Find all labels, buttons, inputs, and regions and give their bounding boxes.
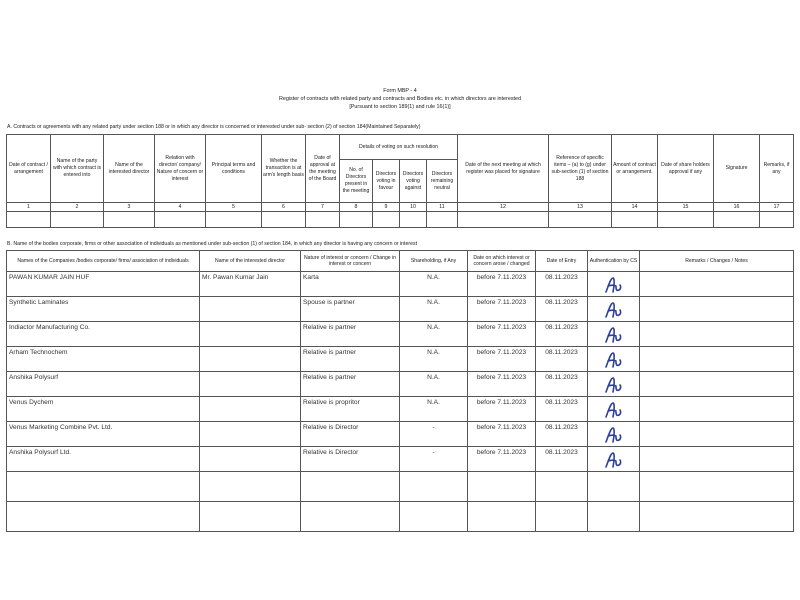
table-row [7,347,794,372]
form-title: Form MBP - 4 [383,88,417,94]
col-number: 17 [760,203,794,212]
cell-company-name: PAWAN KUMAR JAIN HUF [7,272,200,297]
col-board-approval-date: Date of approval at the meeting of the Board [306,135,340,203]
cs-signature-icon [603,364,625,371]
col-section-reference: Reference of specific items – (a) to (g) under sub-section (1) of section 188 [549,135,612,203]
section-b-title: B. Name of the bodies corporate, firms or other association of individuals as mentioned under sub-section (1) of section 184, in which any director is having any concern or interest [7,241,418,247]
cell-remarks [640,322,794,347]
cell-date-arose: before 7.11.2023 [468,297,536,322]
cell-authentication [588,422,640,447]
cell-shareholding: - [400,447,468,472]
cell-authentication [588,372,640,397]
cs-signature-icon [603,464,625,471]
cs-signature-icon [603,339,625,346]
col-remarks: Remarks, if any [760,135,794,203]
cell-date-arose: before 7.11.2023 [468,397,536,422]
col-shareholder-approval: Date of share holders approval if any [658,135,714,203]
cell-interested-director [200,347,301,372]
cell-nature-of-interest: Spouse is partner [301,297,400,322]
cell-shareholding: N.A. [400,372,468,397]
col-date-of-contract: Date of contract / arrangement [7,135,51,203]
cell-remarks [640,472,794,502]
cell-interested-director [200,502,301,532]
col-interested-director: Name of the interested director [104,135,155,203]
cs-signature-icon [603,314,625,321]
col-number: 6 [262,203,306,212]
cell-date-arose: before 7.11.2023 [468,447,536,472]
cell-remarks [640,297,794,322]
cell-company-name: Synthetic Laminates [7,297,200,322]
cell-date-of-entry: 08.11.2023 [536,422,588,447]
col-number: 2 [51,203,104,212]
col-directors-present: No. of Directors present in the meeting [340,160,373,203]
cell-authentication [588,347,640,372]
cell-company-name [7,472,200,502]
cell-date-arose [468,472,536,502]
cell-nature-of-interest: Relative is Director [301,422,400,447]
cell-company-name: Venus Marketing Combine Pvt. Ltd. [7,422,200,447]
cell-date-arose: before 7.11.2023 [468,372,536,397]
cs-signature-icon [603,414,625,421]
cell-nature-of-interest: Relative is propritor [301,397,400,422]
cell-authentication [588,472,640,502]
table-row [7,372,794,397]
cell-nature-of-interest [301,472,400,502]
table-row [7,272,794,297]
cell-date-arose: before 7.11.2023 [468,272,536,297]
cell-company-name: Arham Technochem [7,347,200,372]
col-remaining-neutral: Directors remaining neutral [427,160,458,203]
table-row [7,502,794,532]
col-shareholding: Shareholding, if Any [400,251,468,272]
cell-remarks [640,272,794,297]
table-row [7,397,794,422]
cell-shareholding [400,472,468,502]
col-number: 1 [7,203,51,212]
cell-authentication [588,322,640,347]
empty-row [7,212,794,228]
cell-date-of-entry: 08.11.2023 [536,347,588,372]
col-company-name: Names of the Companies /bodies corporate/ firms/ association of individuals [7,251,200,272]
col-number: 9 [373,203,400,212]
cell-company-name [7,502,200,532]
col-number: 15 [658,203,714,212]
col-number: 8 [340,203,373,212]
col-number: 4 [155,203,206,212]
col-number: 3 [104,203,155,212]
col-number: 12 [458,203,549,212]
cell-date-of-entry: 08.11.2023 [536,447,588,472]
contracts-table [6,134,794,228]
cell-nature-of-interest: Relative is partner [301,372,400,397]
col-number: 5 [206,203,262,212]
col-authentication: Authentication by CS [588,251,640,272]
col-date-of-entry: Date of Entry [536,251,588,272]
cell-shareholding: N.A. [400,272,468,297]
cell-shareholding: N.A. [400,297,468,322]
col-number: 16 [714,203,760,212]
cell-interested-director [200,472,301,502]
cell-shareholding: - [400,422,468,447]
table-row [7,472,794,502]
cell-authentication [588,447,640,472]
table-row [7,297,794,322]
cell-remarks [640,347,794,372]
cell-interested-director: Mr. Pawan Kumar Jain [200,272,301,297]
cell-date-of-entry [536,502,588,532]
col-number: 11 [427,203,458,212]
cell-shareholding: N.A. [400,347,468,372]
cell-company-name: Anshika Polysurf [7,372,200,397]
cs-signature-icon [603,389,625,396]
col-signature: Signature [714,135,760,203]
col-number: 14 [612,203,658,212]
cell-nature-of-interest: Karta [301,272,400,297]
col-principal-terms: Principal terms and conditions [206,135,262,203]
cell-authentication [588,297,640,322]
table-row [7,447,794,472]
cell-date-of-entry: 08.11.2023 [536,322,588,347]
col-relation: Relation with director/ company/ Nature of concern or interest [155,135,206,203]
col-voting-against: Directors voting against [400,160,427,203]
cell-date-of-entry: 08.11.2023 [536,397,588,422]
cell-shareholding [400,502,468,532]
col-amount: Amount of contract or arrangement. [612,135,658,203]
cell-nature-of-interest: Relative is partner [301,347,400,372]
cell-date-of-entry: 08.11.2023 [536,272,588,297]
col-next-meeting-date: Date of the next meeting at which register was placed for signature [458,135,549,203]
cell-interested-director [200,372,301,397]
cell-date-of-entry: 08.11.2023 [536,297,588,322]
table-row [7,322,794,347]
form-subtitle: Register of contracts with related party and contracts and Bodies etc. in which directors are interested [278,96,522,102]
cs-signature-icon [603,289,625,296]
cell-remarks [640,397,794,422]
cell-authentication [588,272,640,297]
cell-interested-director [200,297,301,322]
col-number: 7 [306,203,340,212]
col-nature-of-interest: Nature of interest or concern / Change in interest or concern [301,251,400,272]
cell-interested-director [200,422,301,447]
col-interested-director: Name of the interested director [200,251,301,272]
col-voting-favour: Directors voting in favour [373,160,400,203]
col-number: 13 [549,203,612,212]
cell-date-arose: before 7.11.2023 [468,422,536,447]
cell-interested-director [200,447,301,472]
col-remarks: Remarks / Changes / Notes [640,251,794,272]
column-number-row [7,203,794,212]
cell-remarks [640,422,794,447]
rule-reference: [Pursuant to section 189(1) and rule 16(1)] [349,104,451,110]
cell-remarks [640,372,794,397]
cs-signature-icon [603,439,625,446]
cell-date-arose: before 7.11.2023 [468,322,536,347]
cell-company-name: Anshika Polysurf Ltd. [7,447,200,472]
voting-details-group: Details of voting on such resolution [340,135,458,160]
cell-interested-director [200,322,301,347]
cell-company-name: Indiactor Manufacturing Co. [7,322,200,347]
cell-authentication [588,502,640,532]
cell-shareholding: N.A. [400,322,468,347]
cell-nature-of-interest: Relative is partner [301,322,400,347]
col-arms-length: Whether the transaction is at arm's length basis [262,135,306,203]
cell-remarks [640,447,794,472]
cell-remarks [640,502,794,532]
table-row [7,422,794,447]
col-party-name: Name of the party with which contract is entered into [51,135,104,203]
cell-company-name: Venus Dychem [7,397,200,422]
col-number: 10 [400,203,427,212]
cell-interested-director [200,397,301,422]
cell-date-arose: before 7.11.2023 [468,347,536,372]
cell-nature-of-interest [301,502,400,532]
cell-date-of-entry: 08.11.2023 [536,372,588,397]
cell-shareholding: N.A. [400,397,468,422]
cell-nature-of-interest: Relative is Director [301,447,400,472]
cell-date-of-entry [536,472,588,502]
cell-date-arose [468,502,536,532]
interest-register-table [6,250,794,532]
cell-authentication [588,397,640,422]
section-a-title: A. Contracts or agreements with any related party under section 188 or in which any director is concerned or interested under sub- section (2) of section 184(Maintained Separately) [7,124,421,130]
col-date-arose: Date on which interest or concern arose / changed [468,251,536,272]
